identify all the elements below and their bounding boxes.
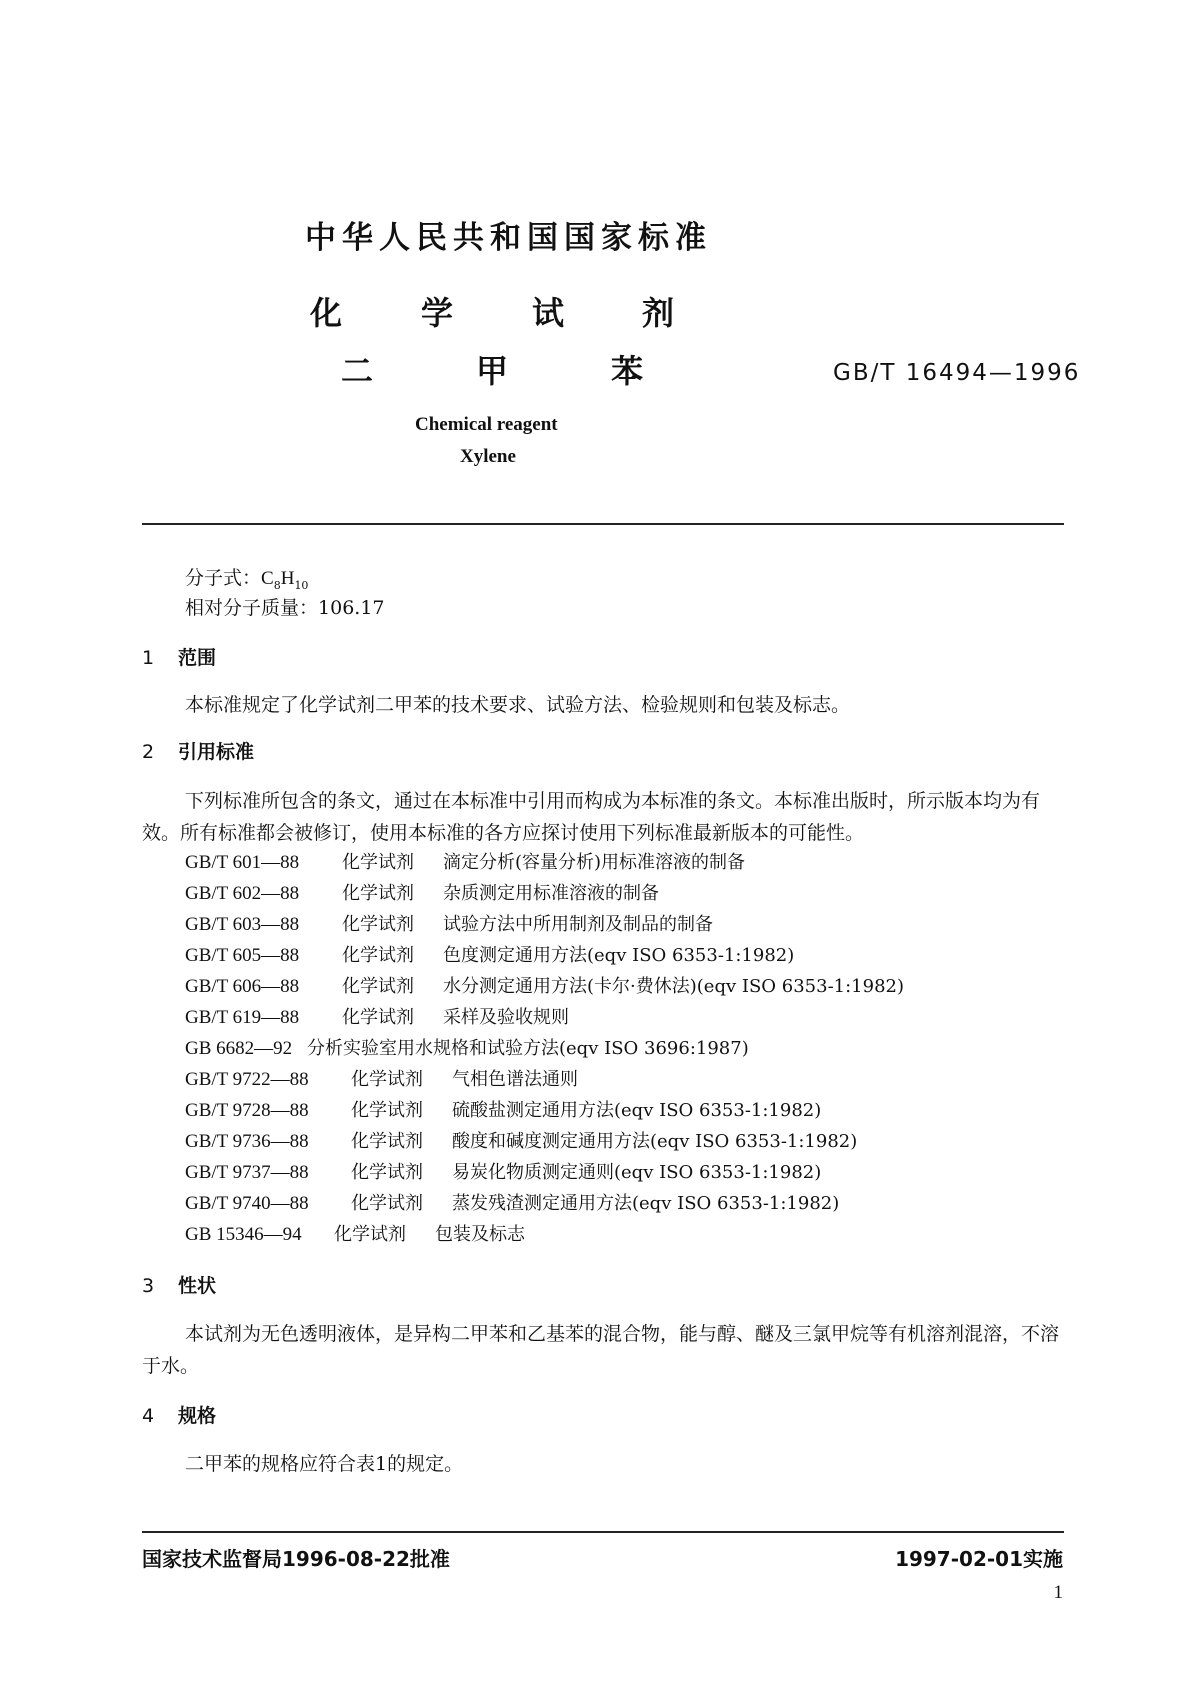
reference-title: 试验方法中所用制剂及制品的制备 <box>443 914 713 935</box>
title-char: 二 <box>341 352 374 390</box>
reference-category: 化学试剂 <box>342 976 414 997</box>
reference-title: 分析实验室用水规格和试验方法(eqv ISO 3696:1987) <box>307 1038 749 1059</box>
reference-item <box>185 1189 839 1215</box>
reference-title: 蒸发残渣测定通用方法(eqv ISO 6353-1:1982) <box>452 1193 840 1214</box>
reference-title: 易炭化物质测定通则(eqv ISO 6353-1:1982) <box>452 1162 822 1183</box>
reference-item <box>185 1220 525 1246</box>
reference-category: 化学试剂 <box>351 1069 423 1090</box>
reference-category: 化学试剂 <box>342 852 414 873</box>
approval-date: 国家技术监督局1996-08-22批准 <box>142 1547 450 1571</box>
title-char: 剂 <box>642 294 675 332</box>
reference-item <box>185 1065 578 1091</box>
section-title: 规格 <box>178 1405 217 1427</box>
section-title: 范围 <box>178 647 217 669</box>
reference-title: 酸度和碱度测定通用方法(eqv ISO 6353-1:1982) <box>452 1131 858 1152</box>
section-title: 引用标准 <box>178 741 255 763</box>
title-char: 甲 <box>476 352 509 390</box>
reference-item <box>185 1158 821 1184</box>
reference-code: GB/T 9728—88 <box>185 1100 309 1121</box>
reference-code: GB/T 619—88 <box>185 1007 300 1028</box>
standard-number: GB/T 16494—1996 <box>833 360 1081 386</box>
reference-code: GB/T 602—88 <box>185 883 300 904</box>
reference-title: 采样及验收规则 <box>443 1007 569 1028</box>
reference-item <box>185 1096 821 1122</box>
reference-code: GB/T 603—88 <box>185 914 300 935</box>
reference-category: 化学试剂 <box>342 883 414 904</box>
reference-code: GB/T 9737—88 <box>185 1162 309 1183</box>
reference-category: 化学试剂 <box>351 1100 423 1121</box>
reference-category: 化学试剂 <box>342 914 414 935</box>
title-char: 学 <box>421 294 454 332</box>
reference-item <box>185 910 713 936</box>
section-heading <box>142 1271 216 1298</box>
footer-divider <box>142 1531 1064 1533</box>
reference-title: 杂质测定用标准溶液的制备 <box>443 883 659 904</box>
reference-code: GB 15346—94 <box>185 1224 302 1245</box>
reference-code: GB/T 9736—88 <box>185 1131 309 1152</box>
national-standard-heading: 中华人民共和国国家标准 <box>305 220 712 256</box>
reference-title: 气相色谱法通则 <box>452 1069 578 1090</box>
section-heading <box>142 643 216 670</box>
section-number: 1 <box>142 647 155 669</box>
reference-category: 化学试剂 <box>351 1162 423 1183</box>
section-text: 本标准规定了化学试剂二甲苯的技术要求、试验方法、检验规则和包装及标志。 <box>185 694 851 716</box>
section-text: 本试剂为无色透明液体，是异构二甲苯和乙基苯的混合物，能与醇、醚及三氯甲烷等有机溶剂混溶，不溶于水。 <box>142 1323 1060 1377</box>
reference-code: GB/T 9722—88 <box>185 1069 309 1090</box>
formula-label: 分子式： <box>185 567 262 589</box>
title-char: 化 <box>310 294 343 332</box>
effective-date: 1997-02-01实施 <box>895 1547 1063 1571</box>
formula-h: H <box>280 568 295 589</box>
reference-item <box>185 972 904 998</box>
reference-category: 化学试剂 <box>342 1007 414 1028</box>
reference-code: GB/T 9740—88 <box>185 1193 309 1214</box>
section-text: 二甲苯的规格应符合表1的规定。 <box>185 1453 464 1475</box>
reference-title: 色度测定通用方法(eqv ISO 6353-1:1982) <box>443 945 795 966</box>
reference-item <box>185 1034 749 1060</box>
formula-c-sub: 8 <box>273 578 281 592</box>
reference-category: 化学试剂 <box>351 1131 423 1152</box>
molecular-formula <box>185 565 308 599</box>
section-number: 3 <box>142 1275 155 1297</box>
mass-label: 相对分子质量： <box>185 597 319 619</box>
header-divider <box>142 523 1064 525</box>
reference-item <box>185 1003 569 1029</box>
reference-item <box>185 879 659 905</box>
formula-c: C <box>261 568 274 589</box>
reference-item <box>185 941 794 967</box>
reference-title: 包装及标志 <box>435 1224 525 1245</box>
section-number: 4 <box>142 1405 155 1427</box>
formula-h-sub: 10 <box>294 578 309 592</box>
reference-title: 水分测定通用方法(卡尔·费休法)(eqv ISO 6353-1:1982) <box>443 976 905 997</box>
reference-code: GB/T 601—88 <box>185 852 300 873</box>
reference-item <box>185 848 745 874</box>
reference-title: 滴定分析(容量分析)用标准溶液的制备 <box>443 852 746 873</box>
title-char: 试 <box>532 294 565 332</box>
reference-code: GB/T 606—88 <box>185 976 300 997</box>
reference-code: GB/T 605—88 <box>185 945 300 966</box>
title-char: 苯 <box>611 352 644 390</box>
section-title: 性状 <box>178 1275 217 1297</box>
reference-title: 硫酸盐测定通用方法(eqv ISO 6353-1:1982) <box>452 1100 822 1121</box>
reference-item <box>185 1127 857 1153</box>
english-subtitle: Xylene <box>460 446 516 467</box>
section-number: 2 <box>142 741 155 763</box>
section-heading <box>142 1401 216 1428</box>
page-number: 1 <box>1053 1582 1063 1603</box>
reference-category: 化学试剂 <box>334 1224 406 1245</box>
reference-code: GB 6682—92 <box>185 1038 293 1059</box>
reference-category: 化学试剂 <box>351 1193 423 1214</box>
mass-value: 106.17 <box>318 597 385 619</box>
molecular-mass <box>185 595 385 621</box>
section-text: 下列标准所包含的条文，通过在本标准中引用而构成为本标准的条文。本标准出版时，所示版本均为有效。所有标准都会被修订，使用本标准的各方应探讨使用下列标准最新版本的可能性。 <box>142 790 1041 844</box>
reference-category: 化学试剂 <box>342 945 414 966</box>
section-heading <box>142 737 254 764</box>
english-title: Chemical reagent <box>415 414 558 435</box>
